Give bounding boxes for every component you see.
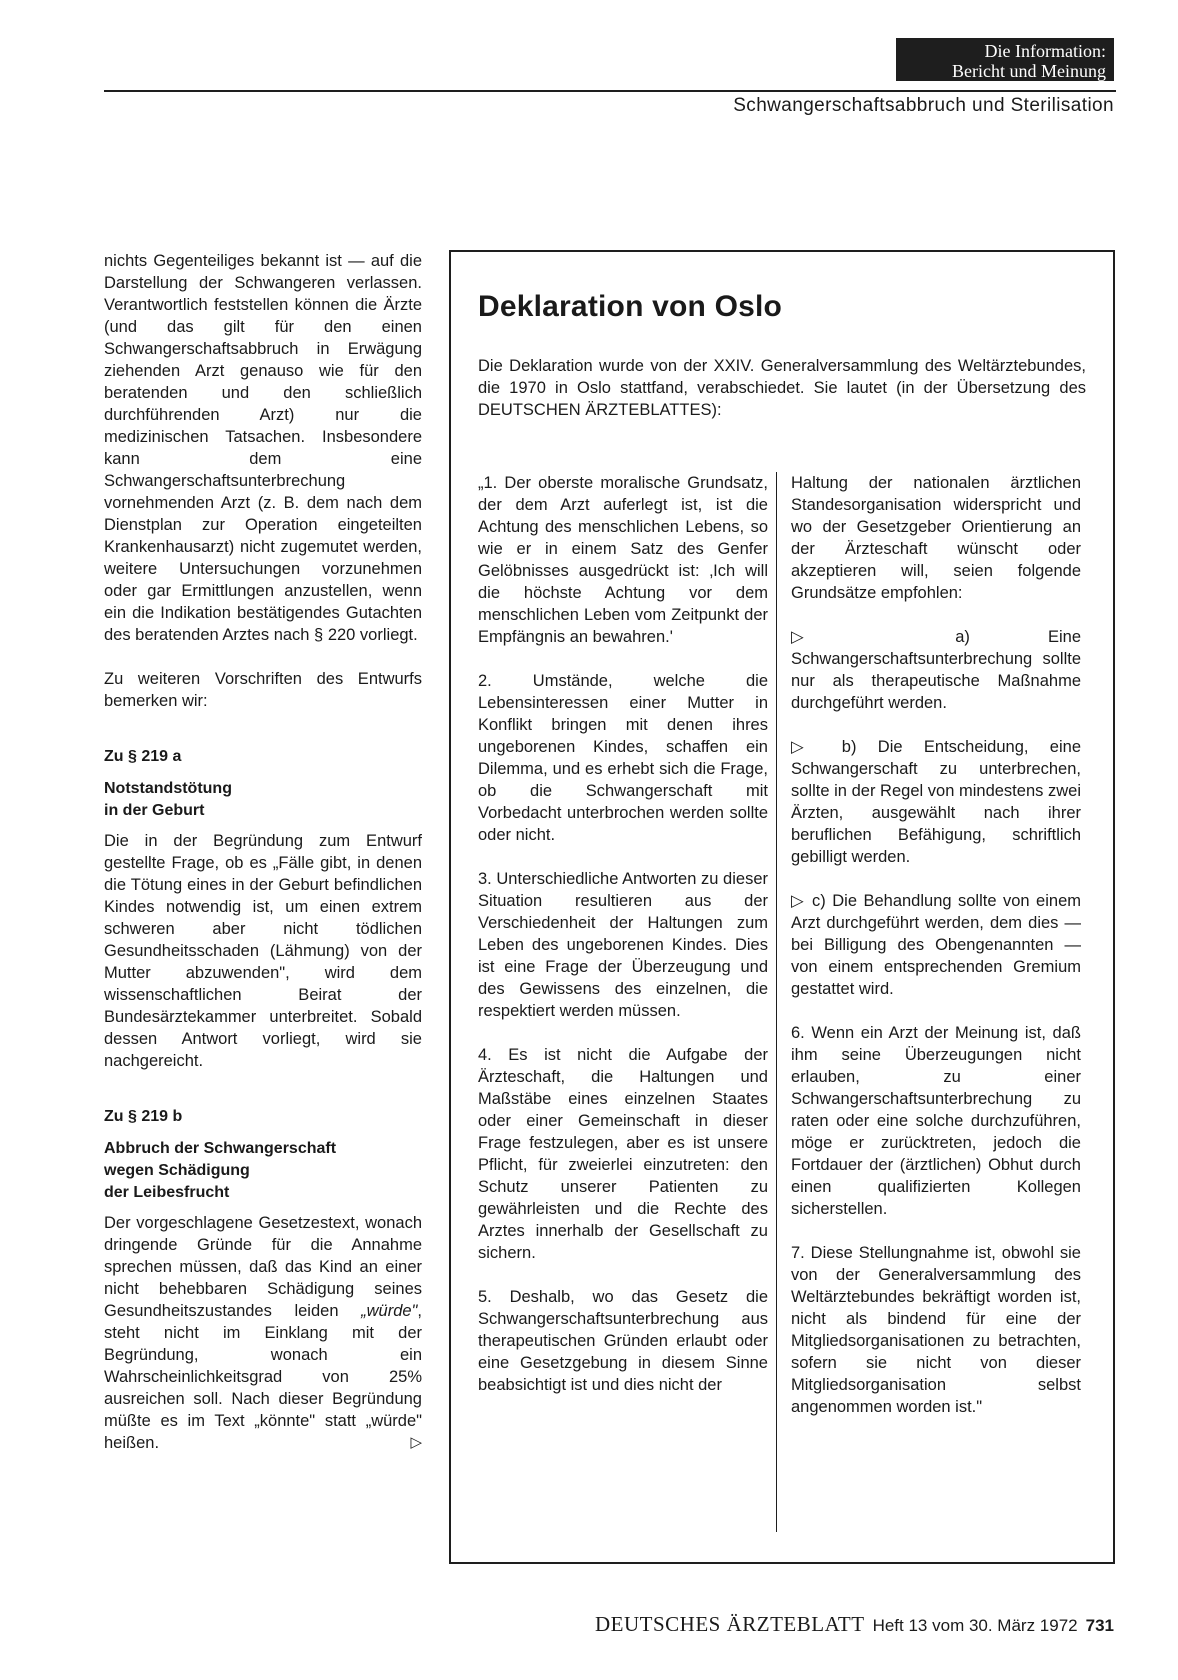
declaration-item: ▷ a) Eine Schwangerschaftsunterbrechung sollte nur als therapeutische Maßnahme durchgeführt werden.: [791, 628, 1081, 712]
left-column: [104, 250, 422, 1454]
header-rule: [104, 90, 1116, 92]
box-column-left: [478, 472, 768, 1418]
paragraph: Zu weiteren Vorschriften des Entwurfs bemerken wir:: [104, 670, 422, 710]
box-intro: Die Deklaration wurde von der XXIV. Generalversammlung des Weltärztebundes, die 1970 in Oslo stattfand, verabschiedet. Sie lautet (in der Übersetzung des DEUTSCHEN ÄRZTEBLATTES):: [478, 357, 1086, 419]
declaration-item: Haltung der nationalen ärztlichen Standesorganisation widerspricht und wo der Gesetzgeber Orientierung an der Ärzteschaft wünscht oder akzeptieren will, seien folgende Grundsätze empfohlen:: [791, 474, 1081, 602]
subheading-line: Notstandstötung: [104, 780, 232, 797]
declaration-item: 6. Wenn ein Arzt der Meinung ist, daß ihm seine Überzeugungen nicht erlauben, zu einer Schwangerschaftsunterbrechung zu raten oder eine solche durchzuführen, möge er zurücktreten, jedoch die Fortdauer der (ärztlichen) Obhut durch einen qualifizierten Kollegen sicherstellen.: [791, 1024, 1081, 1218]
text: Der vorgeschlagene Gesetzestext, wonach dringende Gründe für die Annahme sprechen müssen, daß das Kind an einer nicht behebbaren Schädigung seines Gesundheitszustandes leiden: [104, 1214, 422, 1320]
declaration-item: „1. Der oberste moralische Grundsatz, der dem Arzt auferlegt ist, ist die Achtung des menschlichen Lebens, so wie er in einem Satz des Genfer Gelöbnisses ausgedrückt ist: ‚Ich will die höchste Achtung vor dem menschlichen Leben vom Zeitpunkt der Empfängnis an bewahren.': [478, 474, 768, 646]
declaration-item: 2. Umstände, welche die Lebensinteressen einer Mutter in Konflikt bringen mit denen ihres ungeborenen Kindes, schaffen ein Dilemma, und es erhebt sich die Frage, ob die Schwangerschaft mit Vorbedacht unterbrochen werden sollte oder nicht.: [478, 672, 768, 844]
declaration-item: ▷ c) Die Behandlung sollte von einem Arzt durchgeführt werden, dem dies — bei Billigung des Obengenannten — von einem entsprechenden Gremium gestattet wird.: [791, 892, 1081, 998]
subheading-line: wegen Schädigung: [104, 1162, 250, 1179]
italic-text: „würde": [361, 1302, 418, 1320]
subheading: [104, 1138, 422, 1204]
section-heading: Zu § 219 b: [104, 1108, 183, 1125]
section-badge: [896, 38, 1114, 81]
badge-line-2: Bericht und Meinung: [952, 61, 1106, 81]
text: , steht nicht im Einklang mit der Begründung, wonach ein Wahrscheinlichkeitsgrad von 25% ausreichen soll. Nach dieser Begründung müßte es im Text „könnte" statt „würde" heißen.: [104, 1302, 422, 1452]
declaration-item: 5. Deshalb, wo das Gesetz die Schwangerschaftsunterbrechung aus therapeutischen Gründen erlaubt oder eine Gesetzgebung in diesem Sinne beabsichtigt ist und dies nicht der: [478, 1288, 768, 1394]
section-heading: Zu § 219 a: [104, 748, 182, 765]
subheading: [104, 778, 422, 822]
continue-marker-icon: ▷: [410, 1434, 422, 1451]
declaration-item: 7. Diese Stellungnahme ist, obwohl sie von der Generalversammlung des Weltärztebundes bekräftigt worden ist, nicht als bindend für eine der Mitgliedsorganisationen zu betrachten, sofern sie nicht von dieser Mitgliedsorganisation selbst angenommen worden ist.": [791, 1244, 1081, 1416]
paragraph: Die in der Begründung zum Entwurf gestellte Frage, ob es „Fälle gibt, in denen die Tötung eines in der Geburt befindlichen Kindes notwendig ist, um einen extrem schweren aber nicht tödlichen Gesundheitsschaden (Lähmung) von der Mutter abzuwenden", wird dem wissenschaftlichen Beirat der Bundesärztekammer unterbreitet. Sobald dessen Antwort vorliegt, wird sie nachgereicht.: [104, 832, 422, 1070]
page-number: 731: [1085, 1616, 1114, 1635]
subheading-line: Abbruch der Schwangerschaft: [104, 1140, 337, 1157]
section-title: Schwangerschaftsabbruch und Sterilisation: [733, 95, 1114, 116]
box-title: Deklaration von Oslo: [478, 290, 783, 323]
declaration-item: 4. Es ist nicht die Aufgabe der Ärzteschaft, die Haltungen und Maßstäbe eines einzelnen Staates oder einer Gemeinschaft in dieser Frage festzulegen, aber es ist unsere Pflicht, für zweierlei einzutreten: den Schutz unserer Patienten zu gewährleisten und die Rechte des Arztes innerhalb der Gesellschaft zu sichern.: [478, 1046, 768, 1262]
page-footer: [595, 1612, 1114, 1637]
issue-info: Heft 13 vom 30. März 1972: [872, 1616, 1078, 1635]
declaration-item: ▷ b) Die Entscheidung, eine Schwangerschaft zu unterbrechen, sollte in der Regel von mindestens zwei Ärzten, ausgewählt nach ihrer beruflichen Befähigung, schriftlich gebilligt werden.: [791, 738, 1081, 866]
declaration-box: [449, 250, 1115, 1564]
paragraph: [104, 1212, 422, 1454]
column-divider: [776, 472, 777, 1532]
subheading-line: in der Geburt: [104, 802, 205, 819]
journal-name: DEUTSCHES ÄRZTEBLATT: [595, 1612, 865, 1636]
box-column-right: [791, 472, 1081, 1440]
badge-line-1: Die Information:: [984, 41, 1106, 61]
paragraph: nichts Gegenteiliges bekannt ist — auf die Darstellung der Schwangeren verlassen. Verantwortlich feststellen können die Ärzte (und das gilt für den einen Schwangerschaftsabbruch in Erwägung ziehenden Arzt genauso wie für den beratenden und den schließlich durchführenden Arzt) nur die medizinischen Tatsachen. Insbesondere kann dem eine Schwangerschaftsunterbrechung vornehmenden Arzt (z. B. dem nach dem Dienstplan zur Operation eingeteilten Krankenhausarzt) nicht zugemutet werden, weitere Untersuchungen vorzunehmen oder gar Ermittlungen anzustellen, wenn ein die Indikation bestätigendes Gutachten des beratenden Arztes nach § 220 vorliegt.: [104, 252, 422, 644]
subheading-line: der Leibesfrucht: [104, 1184, 230, 1201]
declaration-item: 3. Unterschiedliche Antworten zu dieser Situation resultieren aus der Verschiedenheit der Haltungen zum Leben des ungeborenen Kindes. Dies ist eine Frage der Überzeugung und des Gewissens des einzelnen, die respektiert werden müssen.: [478, 870, 768, 1020]
